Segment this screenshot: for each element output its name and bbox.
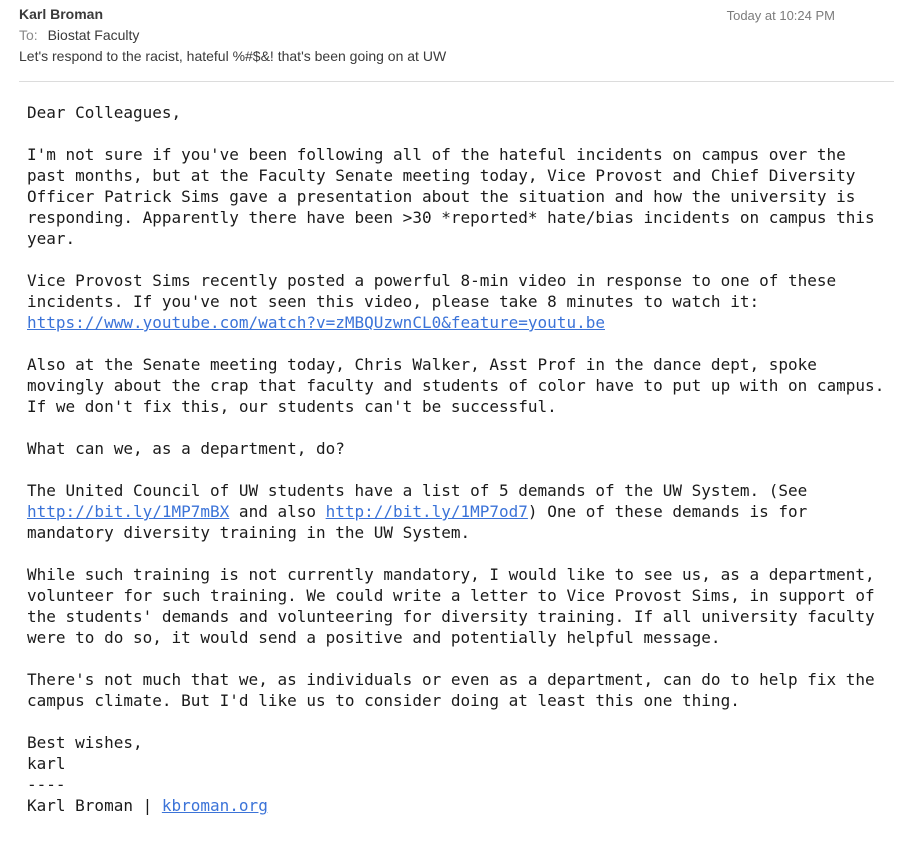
signoff: karl bbox=[27, 754, 66, 773]
signature-block bbox=[27, 732, 895, 816]
text-line: year. bbox=[27, 229, 76, 248]
paragraph-6 bbox=[27, 564, 895, 648]
signature-separator: ---- bbox=[27, 775, 66, 794]
greeting: Dear Colleagues, bbox=[27, 103, 182, 122]
text-fragment: and also bbox=[229, 502, 326, 521]
text-line: The United Council of UW students have a list of 5 demands of the UW System. (See bbox=[27, 481, 808, 500]
text-line: past months, but at the Faculty Senate meeting today, Vice Provost and Chief Diversity bbox=[27, 166, 856, 185]
paragraph-4: What can we, as a department, do? bbox=[27, 439, 345, 458]
text-line: volunteer for such training. We could write a letter to Vice Provost Sims, in support of bbox=[27, 586, 875, 605]
text-line: incidents. If you've not seen this video, please take 8 minutes to watch it: bbox=[27, 292, 760, 311]
text-fragment: ) One of these demands is for bbox=[527, 502, 808, 521]
text-line: responding. Apparently there have been >30 *reported* hate/bias incidents on campus this bbox=[27, 208, 875, 227]
text-line: the students' demands and volunteering for diversity training. If all university faculty bbox=[27, 607, 875, 626]
signature-name: Karl Broman | bbox=[27, 796, 162, 815]
paragraph-3 bbox=[27, 354, 895, 417]
text-line: There's not much that we, as individuals or even as a department, can do to help fix the bbox=[27, 670, 875, 689]
text-line: I'm not sure if you've been following all of the hateful incidents on campus over the bbox=[27, 145, 846, 164]
paragraph-5 bbox=[27, 480, 895, 543]
to-label: To: bbox=[19, 27, 38, 43]
paragraph-7 bbox=[27, 669, 895, 711]
recipient-name[interactable]: Biostat Faculty bbox=[47, 27, 140, 43]
message-timestamp: Today at 10:24 PM bbox=[726, 8, 835, 23]
text-line: mandatory diversity training in the UW System. bbox=[27, 523, 471, 542]
text-line: Officer Patrick Sims gave a presentation about the situation and how the university is bbox=[27, 187, 856, 206]
message-header bbox=[0, 0, 903, 82]
kbroman-website-link[interactable]: kbroman.org bbox=[161, 796, 268, 815]
text-line: If we don't fix this, our students can't be successful. bbox=[27, 397, 557, 416]
text-line: Vice Provost Sims recently posted a powerful 8-min video in response to one of these bbox=[27, 271, 837, 290]
paragraph-1 bbox=[27, 144, 895, 249]
text-line: were to do so, it would send a positive and potentially helpful message. bbox=[27, 628, 721, 647]
message-body bbox=[27, 102, 895, 837]
sender-name[interactable]: Karl Broman bbox=[19, 6, 104, 22]
recipient-row bbox=[19, 27, 139, 43]
text-line: campus climate. But I'd like us to consider doing at least this one thing. bbox=[27, 691, 740, 710]
demands-link-2[interactable]: http://bit.ly/1MP7od7 bbox=[325, 502, 528, 521]
closing: Best wishes, bbox=[27, 733, 143, 752]
youtube-video-link[interactable]: https://www.youtube.com/watch?v=zMBQUzwnCL0&feature=youtu.be bbox=[27, 313, 605, 332]
paragraph-2 bbox=[27, 270, 895, 333]
header-divider bbox=[19, 81, 894, 82]
demands-link-1[interactable]: http://bit.ly/1MP7mBX bbox=[27, 502, 230, 521]
text-line: movingly about the crap that faculty and students of color have to put up with on campus. bbox=[27, 376, 885, 395]
text-line: Also at the Senate meeting today, Chris Walker, Asst Prof in the dance dept, spoke bbox=[27, 355, 817, 374]
message-subject: Let's respond to the racist, hateful %#$&! that's been going on at UW bbox=[19, 48, 447, 64]
text-line: While such training is not currently mandatory, I would like to see us, as a department, bbox=[27, 565, 875, 584]
